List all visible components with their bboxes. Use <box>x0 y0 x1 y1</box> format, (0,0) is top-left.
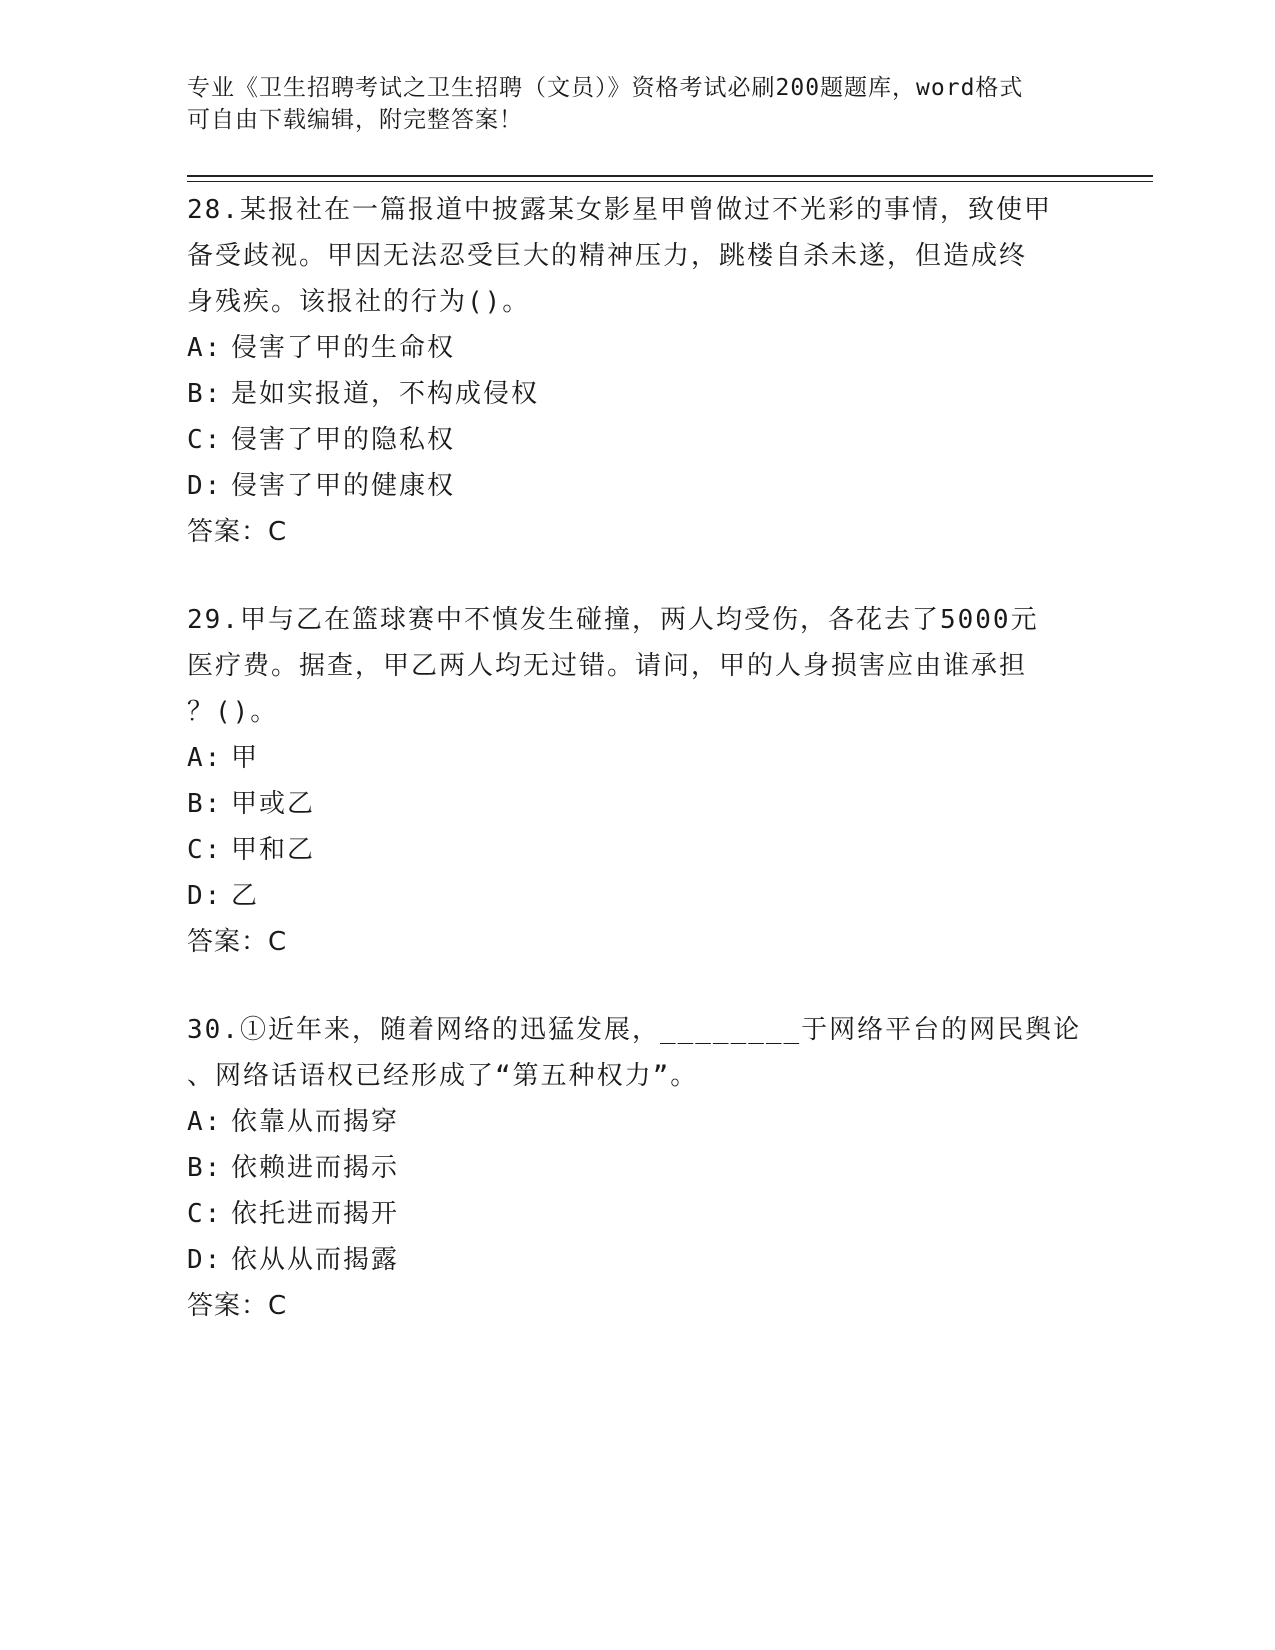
option-text: 侵害了甲的生命权 <box>231 333 456 363</box>
option-letter: D: <box>187 471 223 501</box>
option-text: 依从从而揭露 <box>231 1245 400 1275</box>
option-text: 依靠从而揭穿 <box>231 1107 400 1137</box>
answer-line: 答案：C <box>187 517 288 547</box>
question-stem-line: ？()。 <box>187 697 279 727</box>
header-divider-thin <box>187 181 1153 182</box>
option-a <box>187 735 1087 781</box>
option-letter: B: <box>187 379 223 409</box>
option-text: 甲和乙 <box>231 835 316 865</box>
option-c <box>187 827 1087 873</box>
option-letter: A: <box>187 1107 223 1137</box>
question-stem-line: 28.某报社在一篇报道中披露某女影星甲曾做过不光彩的事情，致使甲 <box>187 195 1052 225</box>
option-text: 侵害了甲的隐私权 <box>231 425 456 455</box>
option-c <box>187 417 1087 463</box>
option-letter: B: <box>187 789 223 819</box>
option-text: 侵害了甲的健康权 <box>231 471 456 501</box>
option-a <box>187 1099 1087 1145</box>
document-header <box>187 72 1087 136</box>
header-line-2: 可自由下载编辑，附完整答案！ <box>187 107 523 133</box>
option-d <box>187 463 1087 509</box>
option-text: 甲或乙 <box>231 789 316 819</box>
question-28 <box>187 187 1087 555</box>
option-b <box>187 371 1087 417</box>
question-stem-line: 29.甲与乙在篮球赛中不慎发生碰撞，两人均受伤，各花去了5000元 <box>187 605 1039 635</box>
question-stem-line: 医疗费。据查，甲乙两人均无过错。请问，甲的人身损害应由谁承担 <box>187 651 1028 681</box>
answer-line: 答案：C <box>187 1291 288 1321</box>
option-b <box>187 781 1087 827</box>
option-text: 依赖进而揭示 <box>231 1153 400 1183</box>
option-d <box>187 1237 1087 1283</box>
option-b <box>187 1145 1087 1191</box>
option-d <box>187 873 1087 919</box>
question-stem-line: 30.①近年来，随着网络的迅猛发展，________于网络平台的网民舆论 <box>187 1015 1082 1045</box>
question-30 <box>187 1007 1087 1329</box>
option-letter: D: <box>187 1245 223 1275</box>
option-letter: D: <box>187 881 223 911</box>
option-letter: A: <box>187 743 223 773</box>
option-letter: C: <box>187 425 223 455</box>
option-a <box>187 325 1087 371</box>
option-text: 乙 <box>231 881 260 911</box>
option-letter: C: <box>187 835 223 865</box>
option-text: 是如实报道，不构成侵权 <box>231 379 540 409</box>
question-stem-line: 备受歧视。甲因无法忍受巨大的精神压力，跳楼自杀未遂，但造成终 <box>187 241 1028 271</box>
option-text: 甲 <box>231 743 260 773</box>
question-29 <box>187 597 1087 965</box>
answer-line: 答案：C <box>187 927 288 957</box>
option-letter: A: <box>187 333 223 363</box>
question-stem-line: 、网络话语权已经形成了“第五种权力”。 <box>187 1061 699 1091</box>
option-letter: C: <box>187 1199 223 1229</box>
header-divider-thick <box>187 175 1153 177</box>
option-c <box>187 1191 1087 1237</box>
option-letter: B: <box>187 1153 223 1183</box>
option-text: 依托进而揭开 <box>231 1199 400 1229</box>
header-line-1: 专业《卫生招聘考试之卫生招聘（文员）》资格考试必刷200题题库，word格式 <box>187 75 1024 101</box>
question-stem-line: 身残疾。该报社的行为()。 <box>187 287 531 317</box>
